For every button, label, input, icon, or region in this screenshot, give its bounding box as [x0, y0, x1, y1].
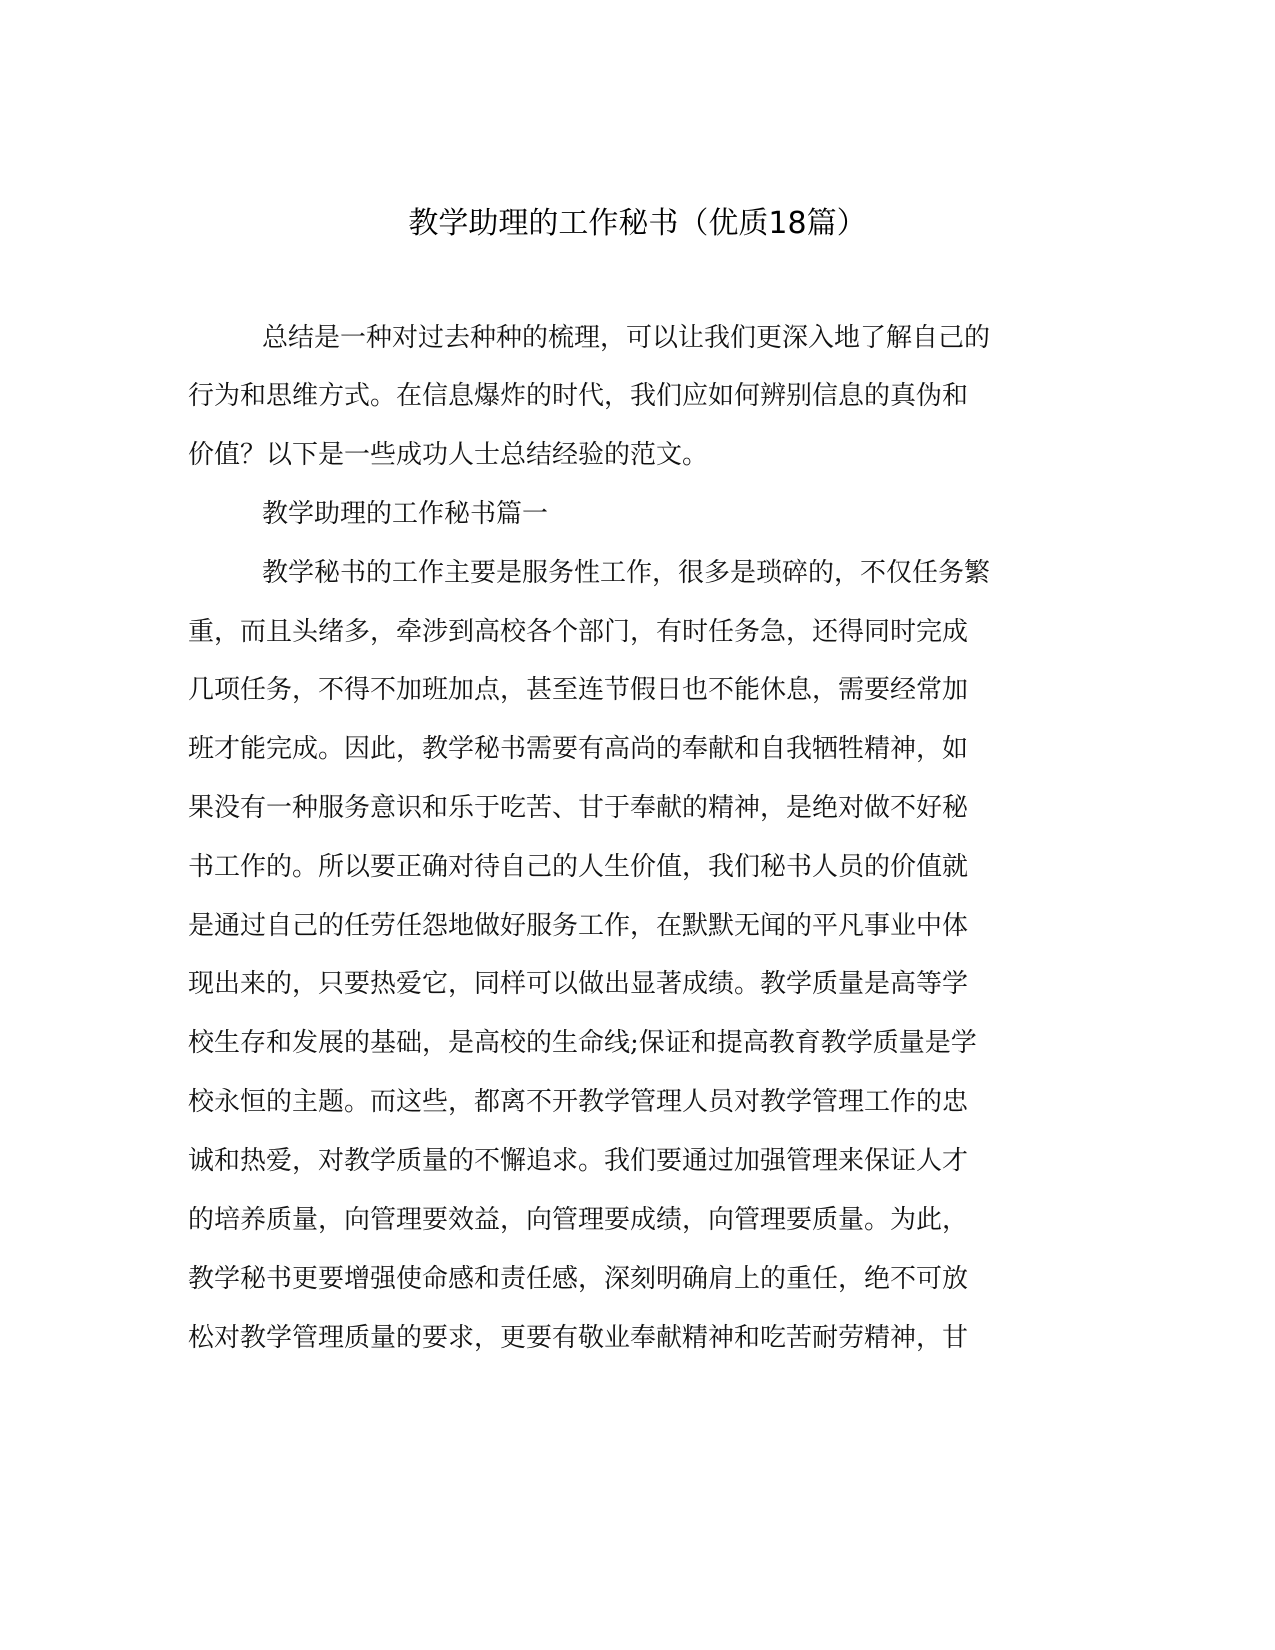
- intro-line: 行为和思维方式。在信息爆炸的时代，我们应如何辨别信息的真伪和: [188, 381, 969, 411]
- body-line: 几项任务，不得不加班加点，甚至连节假日也不能休息，需要经常加: [188, 675, 969, 705]
- body-line: 教学秘书更要增强使命感和责任感，深刻明确肩上的重任，绝不可放: [188, 1264, 969, 1294]
- body-line: 诚和热爱，对教学质量的不懈追求。我们要通过加强管理来保证人才: [188, 1146, 969, 1176]
- body-line: 教学秘书的工作主要是服务性工作，很多是琐碎的，不仅任务繁: [262, 558, 991, 588]
- body-line: 校永恒的主题。而这些，都离不开教学管理人员对教学管理工作的忠: [188, 1087, 969, 1117]
- document-body: [188, 318, 1050, 1398]
- body-line: 的培养质量，向管理要效益，向管理要成绩，向管理要质量。为此，: [188, 1205, 969, 1235]
- body-line: 果没有一种服务意识和乐于吃苦、甘于奉献的精神，是绝对做不好秘: [188, 793, 969, 823]
- intro-line: 价值？以下是一些成功人士总结经验的范文。: [188, 440, 709, 470]
- document-title: 教学助理的工作秘书（优质18篇）: [408, 206, 867, 241]
- body-line: 松对教学管理质量的要求，更要有敬业奉献精神和吃苦耐劳精神，甘: [188, 1323, 969, 1353]
- body-line: 是通过自己的任劳任怨地做好服务工作，在默默无闻的平凡事业中体: [188, 911, 969, 941]
- intro-line: 总结是一种对过去种种的梳理，可以让我们更深入地了解自己的: [262, 323, 991, 353]
- body-line: 现出来的，只要热爱它，同样可以做出显著成绩。教学质量是高等学: [188, 969, 969, 999]
- body-line: 班才能完成。因此，教学秘书需要有高尚的奉献和自我牺牲精神，如: [188, 734, 969, 764]
- body-line: 书工作的。所以要正确对待自己的人生价值，我们秘书人员的价值就: [188, 852, 969, 882]
- body-line: 校生存和发展的基础，是高校的生命线;保证和提高教育教学质量是学: [188, 1028, 977, 1058]
- body-line: 重，而且头绪多，牵涉到高校各个部门，有时任务急，还得同时完成: [188, 617, 969, 647]
- section-heading: 教学助理的工作秘书篇一: [262, 499, 549, 529]
